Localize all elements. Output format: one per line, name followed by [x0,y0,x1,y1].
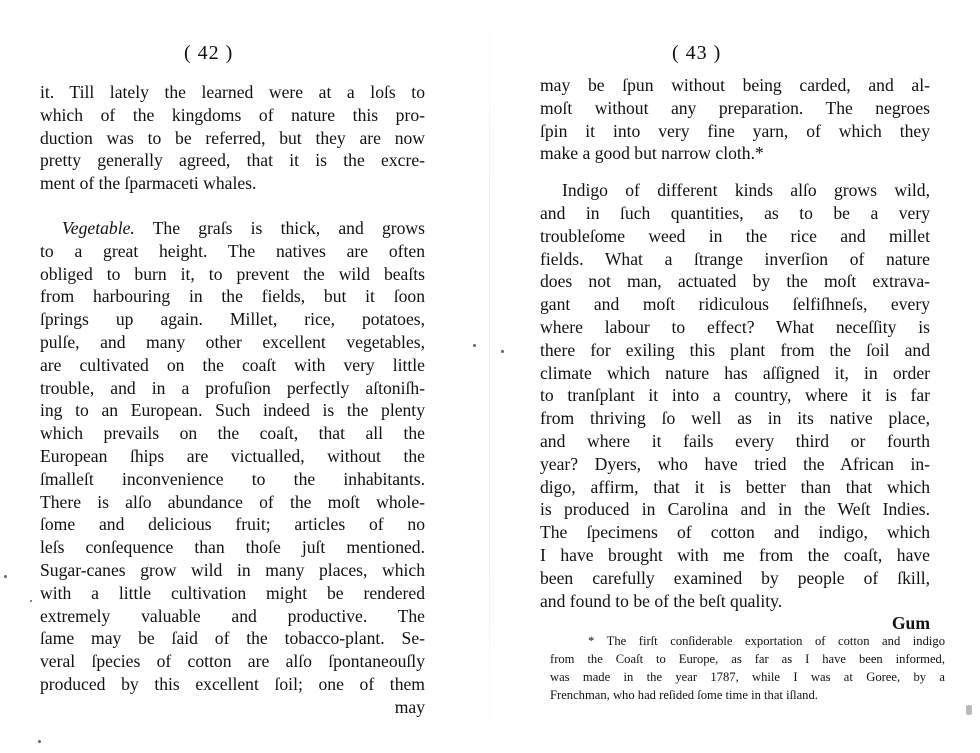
text-line: gant and moſt ridiculous ſelfiſhneſs, every [540,294,930,315]
catchword: may [394,696,425,717]
page-number-43: ( 43 ) [672,42,722,64]
text-line: which prevails on the coaſt, that all the [40,423,425,444]
text-line: year? Dyers, who have tried the African in- [540,453,930,474]
text-line: The ſpecimens of cotton and indigo, which [540,522,930,543]
text-line: European ſhips are victualled, without the [40,445,425,466]
text-line: produced by this excellent ſoil; one of them [40,673,425,694]
text-fragment: The graſs is thick, and grows [152,217,425,238]
text-line: is produced in Carolina and in the Weſt Indies. [540,499,930,520]
text-line: ſome and delicious fruit; articles of no [40,514,425,535]
footnote [550,632,945,704]
text-line: Indigo of different kinds alſo grows wild, [562,180,930,201]
page-number-42: ( 42 ) [184,42,234,64]
paper-speck [501,350,504,353]
footnote-line: from the Coaſt to Europe, as far as I have been informed, [550,652,945,666]
footnote-line: was made in the year 1787, while I was at Goree, by a [550,670,945,684]
right-page-body [540,74,930,635]
text-line: Sugar-canes grow wild in many places, which [40,559,425,580]
text-line: may be ſpun without being carded, and al- [540,75,930,95]
text-line: does not man, actuated by the moſt extrava- [540,271,930,292]
text-line: moſt without any preparation. The negroes [540,97,930,118]
text-line: extremely valuable and productive. The [40,605,425,626]
text-line: ment of the ſparmaceti whales. [40,173,257,194]
text-line: ſprings up again. Millet, rice, potatoes, [40,309,425,330]
text-line: fields. What a ſtrange inverſion of nature [540,248,930,269]
text-line: where labour to effect? What neceſſity is [540,316,930,337]
text-line: which of the kingdoms of nature this pro- [40,104,425,125]
text-line: I have brought with me from the coaſt, have [540,544,930,565]
footnote-line: * The firſt conſiderable exportation of cotton and indigo [588,634,945,648]
text-line: ſpin it into very fine yarn, of which they [540,120,930,141]
text-line: obliged to burn it, to prevent the wild beaſts [40,263,425,284]
text-line: ſame may be ſaid of the tobacco-plant. Se- [40,628,425,649]
footnote-line: Frenchman, who had reſided ſome time in that iſland. [550,688,818,702]
paper-speck [4,575,7,578]
text-line: and in ſuch quantities, as to be a very [540,202,930,223]
text-line: veral ſpecies of cotton are alſo ſpontaneouſly [40,651,425,672]
text-line: troubleſome weed in the rice and millet [540,225,930,246]
text-line: leſs conſequence than thoſe juſt mentioned. [40,537,425,558]
text-line: with a little cultivation might be rendered [40,582,425,603]
section-heading-vegetable: Vegetable. [62,217,135,238]
text-line: to tranſplant it into a country, where it is far [540,385,930,406]
text-line: from harbouring in the fields, but it ſoon [40,286,425,307]
text-line: are cultivated on the coaſt with very little [40,354,425,375]
text-line: duction was to be referred, but they are now [40,127,425,148]
catchword: Gum [891,613,930,634]
paper-speck [38,740,41,743]
text-line: pulſe, and many other excellent vegetables, [40,331,425,352]
text-line: ing to an European. Such indeed is the plenty [40,400,425,421]
text-line: to a great height. The natives are often [40,240,425,261]
text-line: and found to be of the beſt quality. [540,590,783,611]
text-line: climate which nature has aſſigned it, in order [540,362,930,383]
text-line: it. Till lately the learned were at a loſs to [40,82,425,102]
text-line: pretty generally agreed, that it is the excre- [40,150,425,171]
paper-speck [473,344,476,347]
text-line: ſmalleſt inconvenience to the inhabitants. [40,468,425,489]
text-line: digo, affirm, that it is better than that which [540,476,930,497]
text-line: trouble, and in a profuſion perfectly aſtoniſh- [40,377,425,398]
paper-speck [966,705,972,715]
paper-speck [30,600,32,602]
text-line: There is alſo abundance of the moſt whole- [40,491,425,512]
text-line: make a good but narrow cloth.* [540,143,764,164]
text-line: been carefully examined by people of ſkill, [540,567,930,588]
text-line: and where it fails every third or fourth [540,430,930,451]
text-line: from thriving ſo well as in its native place, [540,408,930,429]
text-line [40,217,425,240]
left-page-body [40,81,425,719]
text-line: there for exiling this plant from the ſoil and [540,339,930,360]
